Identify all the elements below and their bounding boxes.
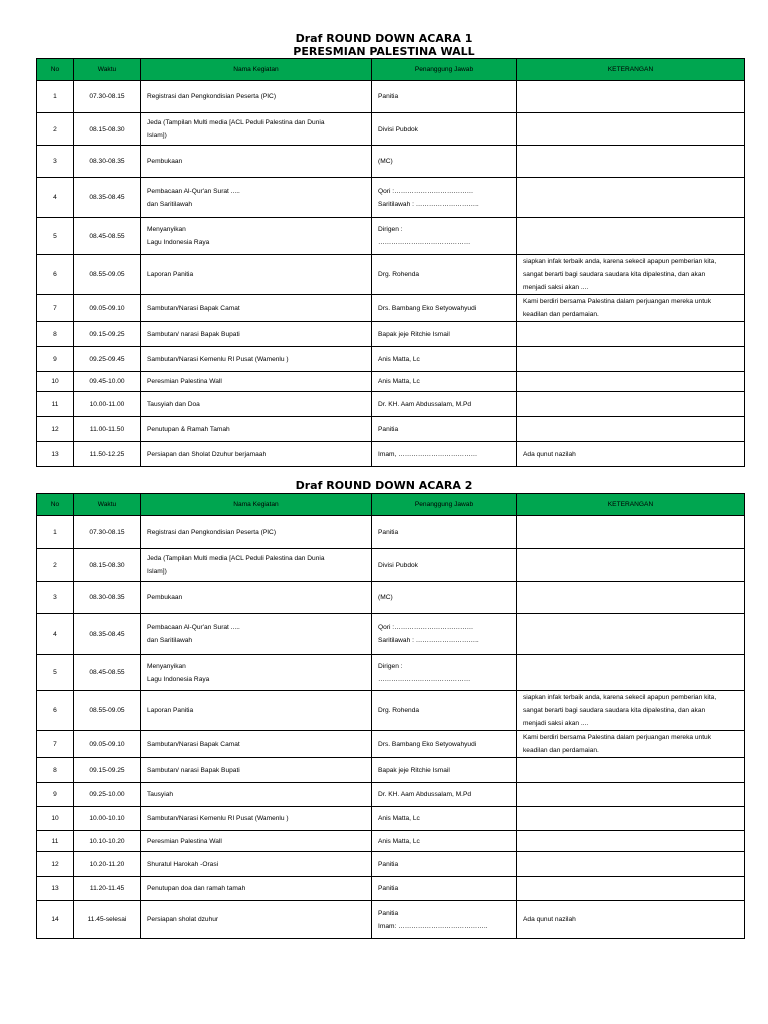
row-person-in-charge — [372, 295, 517, 322]
row-number: 3 — [37, 582, 74, 614]
row-person-in-charge — [372, 614, 517, 655]
row-time: 08.45-08.55 — [74, 218, 141, 255]
row-person-in-charge-line: Drg. Rohenda — [378, 271, 420, 278]
row-note — [517, 113, 745, 146]
header-waktu: Waktu — [74, 59, 141, 81]
table-row — [37, 758, 745, 783]
row-number: 4 — [37, 178, 74, 218]
row-number: 10 — [37, 807, 74, 831]
table-row — [37, 218, 745, 255]
row-person-in-charge — [372, 831, 517, 852]
table-row — [37, 417, 745, 442]
row-activity — [141, 549, 372, 582]
row-note — [517, 614, 745, 655]
row-number: 5 — [37, 655, 74, 691]
row-person-in-charge — [372, 417, 517, 442]
row-note-line: Kami berdiri bersama Palestina dalam perjuangan mereka untuk — [523, 734, 712, 741]
row-time: 09.25-10.00 — [74, 783, 141, 807]
row-activity-line: Penutupan doa dan ramah tamah — [147, 885, 246, 892]
row-person-in-charge-line: (MC) — [378, 158, 393, 165]
row-time: 11.00-11.50 — [74, 417, 141, 442]
table-row — [37, 852, 745, 877]
row-activity — [141, 442, 372, 467]
header-no: No — [37, 59, 74, 81]
row-number: 11 — [37, 392, 74, 417]
row-activity — [141, 877, 372, 901]
row-activity — [141, 146, 372, 178]
row-note — [517, 691, 745, 731]
row-person-in-charge-line: Dr. KH. Aam Abdussalam, M.Pd — [378, 791, 472, 798]
row-activity-line: Sambutan/Narasi Kemenlu RI Pusat (Wamenlu ) — [147, 355, 289, 363]
row-activity-line: Menyanyikan — [147, 226, 186, 233]
row-activity-line: Jeda (Tampilan Multi media [ACL Peduli Palestina dan Dunia — [147, 555, 325, 562]
table-row — [37, 807, 745, 831]
row-person-in-charge — [372, 582, 517, 614]
row-activity — [141, 218, 372, 255]
row-person-in-charge-line: Imam, ……………………………… — [378, 450, 478, 458]
row-number: 10 — [37, 372, 74, 392]
row-activity — [141, 582, 372, 614]
row-time: 07.30-08.15 — [74, 516, 141, 549]
row-activity-line: Sambutan/ narasi Bapak Bupati — [147, 330, 240, 338]
row-activity-line: Lagu Indonesia Raya — [147, 239, 210, 246]
row-time: 08.55-09.05 — [74, 691, 141, 731]
row-number: 6 — [37, 255, 74, 295]
row-activity — [141, 831, 372, 852]
row-note — [517, 731, 745, 758]
row-note-line: menjadi saksi akan .... — [523, 720, 589, 727]
row-time: 09.15-09.25 — [74, 322, 141, 347]
row-note — [517, 322, 745, 347]
table-row — [37, 178, 745, 218]
row-time: 08.15-08.30 — [74, 549, 141, 582]
row-note — [517, 372, 745, 392]
row-activity-line: Pembacaan Al-Qur'an Surat ..... — [147, 624, 240, 631]
row-number: 12 — [37, 852, 74, 877]
row-person-in-charge-line: Panitia — [378, 885, 399, 892]
row-activity — [141, 516, 372, 549]
row-note — [517, 81, 745, 113]
table-row — [37, 582, 745, 614]
row-person-in-charge-line: …………………………………… — [378, 675, 471, 683]
row-person-in-charge-line: Bapak jeje Ritchie Ismail — [378, 766, 450, 774]
row-activity — [141, 852, 372, 877]
row-note — [517, 218, 745, 255]
row-time: 09.05-09.10 — [74, 295, 141, 322]
row-activity-line: Registrasi dan Pengkondisian Peserta (PIC) — [147, 528, 277, 536]
row-activity — [141, 255, 372, 295]
row-number: 13 — [37, 877, 74, 901]
row-person-in-charge-line: Panitia — [378, 93, 399, 100]
row-activity-line: Penutupan & Ramah Tamah — [147, 425, 230, 433]
table-row — [37, 691, 745, 731]
row-person-in-charge-line: Divisi Pubdok — [378, 561, 418, 569]
row-note — [517, 877, 745, 901]
row-activity-line: dan Saritilawah — [147, 200, 193, 208]
row-activity-line: Pembukaan — [147, 158, 183, 165]
row-person-in-charge-line: Anis Matta, Lc — [378, 378, 420, 385]
row-number: 11 — [37, 831, 74, 852]
row-time: 10.20-11.20 — [74, 852, 141, 877]
row-activity — [141, 783, 372, 807]
rundown-table-1 — [36, 58, 745, 467]
table-row — [37, 392, 745, 417]
header-keterangan: KETERANGAN — [517, 494, 745, 516]
row-person-in-charge-line: (MC) — [378, 594, 393, 601]
row-activity — [141, 807, 372, 831]
row-number: 9 — [37, 783, 74, 807]
row-person-in-charge-line: Anis Matta, Lc — [378, 815, 420, 822]
row-activity-line: Peresmian Palestina Wall — [147, 378, 222, 385]
row-person-in-charge-line: Panitia — [378, 528, 399, 536]
row-activity-line: Pembukaan — [147, 594, 183, 601]
row-activity-line: Sambutan/Narasi Bapak Camat — [147, 740, 240, 748]
row-note — [517, 347, 745, 372]
row-person-in-charge — [372, 807, 517, 831]
table-row — [37, 731, 745, 758]
row-time: 08.45-08.55 — [74, 655, 141, 691]
row-person-in-charge — [372, 783, 517, 807]
row-activity-line: Sambutan/Narasi Bapak Camat — [147, 304, 240, 312]
row-activity — [141, 81, 372, 113]
row-activity-line: Persiapan dan Sholat Dzuhur berjamaah — [147, 450, 267, 458]
row-person-in-charge — [372, 146, 517, 178]
row-number: 1 — [37, 516, 74, 549]
row-number: 4 — [37, 614, 74, 655]
table-row — [37, 783, 745, 807]
row-note-line: keadilan dan perdamaian. — [523, 311, 599, 318]
row-time: 11.50-12.25 — [74, 442, 141, 467]
header-waktu: Waktu — [74, 494, 141, 516]
row-person-in-charge — [372, 442, 517, 467]
row-activity-line: Menyanyikan — [147, 662, 186, 670]
row-person-in-charge-line: Anis Matta, Lc — [378, 837, 420, 845]
row-time: 09.15-09.25 — [74, 758, 141, 783]
table-row — [37, 442, 745, 467]
row-person-in-charge-line: …………………………………… — [378, 239, 471, 246]
row-activity-line: Islam]) — [147, 568, 167, 575]
table-row — [37, 877, 745, 901]
row-person-in-charge-line: Drs. Bambang Eko Setyowahyudi — [378, 304, 477, 312]
table-row — [37, 655, 745, 691]
header-penanggung-jawab: Penanggung Jawab — [372, 494, 517, 516]
table1-title-line2: PERESMIAN PALESTINA WALL — [293, 45, 475, 58]
row-person-in-charge — [372, 731, 517, 758]
table-row — [37, 113, 745, 146]
row-person-in-charge — [372, 655, 517, 691]
row-number: 8 — [37, 322, 74, 347]
table-row — [37, 322, 745, 347]
row-person-in-charge — [372, 758, 517, 783]
row-person-in-charge-line: Drg. Rohenda — [378, 707, 420, 714]
row-note — [517, 758, 745, 783]
row-person-in-charge — [372, 852, 517, 877]
row-activity-line: Laporan Panitia — [147, 271, 194, 278]
row-note-line: menjadi saksi akan .... — [523, 284, 589, 291]
row-note — [517, 831, 745, 852]
row-person-in-charge-line: Panitia — [378, 860, 399, 868]
header-nama-kegiatan: Nama Kegiatan — [141, 494, 372, 516]
row-number: 13 — [37, 442, 74, 467]
row-note — [517, 655, 745, 691]
row-person-in-charge — [372, 901, 517, 939]
table-row — [37, 347, 745, 372]
row-time: 10.10-10.20 — [74, 831, 141, 852]
row-person-in-charge — [372, 255, 517, 295]
row-time: 08.35-08.45 — [74, 178, 141, 218]
row-person-in-charge-line: Qori :……………………………… — [378, 187, 474, 195]
row-number: 2 — [37, 549, 74, 582]
row-time: 08.15-08.30 — [74, 113, 141, 146]
row-activity — [141, 417, 372, 442]
row-activity-line: Registrasi dan Pengkondisian Peserta (PIC) — [147, 93, 277, 100]
row-activity-line: Tausyiah dan Doa — [147, 400, 200, 408]
row-activity — [141, 178, 372, 218]
row-time: 10.00-11.00 — [74, 392, 141, 417]
row-note-line: Ada qunut nazilah — [523, 916, 576, 923]
row-person-in-charge-line: Bapak jeje Ritchie Ismail — [378, 330, 450, 338]
row-activity-line: Peresmian Palestina Wall — [147, 837, 222, 845]
row-time: 08.35-08.45 — [74, 614, 141, 655]
row-person-in-charge-line: Qori :……………………………… — [378, 624, 474, 631]
table-row — [37, 255, 745, 295]
row-number: 7 — [37, 731, 74, 758]
row-activity-line: dan Saritilawah — [147, 637, 193, 644]
table-row — [37, 549, 745, 582]
row-activity — [141, 614, 372, 655]
row-person-in-charge-line: Dirigen : — [378, 226, 403, 233]
row-number: 3 — [37, 146, 74, 178]
row-person-in-charge-line: Drs. Bambang Eko Setyowahyudi — [378, 740, 477, 748]
row-time: 07.30-08.15 — [74, 81, 141, 113]
row-number: 1 — [37, 81, 74, 113]
row-note — [517, 295, 745, 322]
table-row — [37, 295, 745, 322]
row-number: 9 — [37, 347, 74, 372]
row-activity — [141, 731, 372, 758]
row-person-in-charge — [372, 347, 517, 372]
row-time: 09.05-09.10 — [74, 731, 141, 758]
row-note-line: siapkan infak terbaik anda, karena sekecil apapun pemberian kita, — [523, 258, 717, 265]
row-person-in-charge — [372, 877, 517, 901]
header-nama-kegiatan: Nama Kegiatan — [141, 59, 372, 81]
row-note-line: siapkan infak terbaik anda, karena sekecil apapun pemberian kita, — [523, 694, 717, 701]
row-person-in-charge-line: Anis Matta, Lc — [378, 355, 420, 363]
row-person-in-charge-line: Dr. KH. Aam Abdussalam, M.Pd — [378, 400, 472, 408]
row-person-in-charge — [372, 113, 517, 146]
row-note-line: keadilan dan perdamaian. — [523, 747, 599, 754]
row-person-in-charge-line: Panitia — [378, 425, 399, 433]
row-note — [517, 852, 745, 877]
row-activity — [141, 347, 372, 372]
row-person-in-charge — [372, 691, 517, 731]
row-time: 08.55-09.05 — [74, 255, 141, 295]
row-activity — [141, 295, 372, 322]
header-keterangan: KETERANGAN — [517, 59, 745, 81]
row-time: 09.45-10.00 — [74, 372, 141, 392]
row-activity-line: Laporan Panitia — [147, 707, 194, 714]
row-activity-line: Shuratul Harokah -Orasi — [147, 860, 219, 868]
table2-title: Draf ROUND DOWN ACARA 2 — [295, 479, 473, 492]
row-activity — [141, 901, 372, 939]
row-number: 14 — [37, 901, 74, 939]
table-row — [37, 516, 745, 549]
row-person-in-charge-line: Panitia — [378, 909, 399, 917]
row-person-in-charge — [372, 516, 517, 549]
table-row — [37, 901, 745, 939]
row-note — [517, 442, 745, 467]
row-note-line: Ada qunut nazilah — [523, 450, 576, 458]
row-note-line: sangat berarti bagi saudara saudara kita dipalestina, dan akan — [523, 707, 706, 714]
row-note — [517, 783, 745, 807]
row-time: 11.20-11.45 — [74, 877, 141, 901]
row-activity — [141, 322, 372, 347]
row-note — [517, 516, 745, 549]
row-person-in-charge-line: Saritilawah : ……………………….. — [378, 200, 479, 208]
row-activity — [141, 691, 372, 731]
table-row — [37, 81, 745, 113]
row-time: 08.30-08.35 — [74, 582, 141, 614]
row-activity — [141, 392, 372, 417]
row-time: 10.00-10.10 — [74, 807, 141, 831]
row-note — [517, 901, 745, 939]
row-activity-line: Jeda (Tampilan Multi media [ACL Peduli Palestina dan Dunia — [147, 119, 325, 126]
row-number: 5 — [37, 218, 74, 255]
row-person-in-charge-line: Dirigen : — [378, 662, 403, 670]
row-number: 6 — [37, 691, 74, 731]
row-time: 11.45-selesai — [74, 901, 141, 939]
row-activity-line: Tausyiah — [147, 791, 174, 798]
row-person-in-charge — [372, 178, 517, 218]
row-activity — [141, 113, 372, 146]
rundown-table-2 — [36, 493, 745, 939]
row-number: 2 — [37, 113, 74, 146]
row-note — [517, 392, 745, 417]
row-activity-line: Persiapan sholat dzuhur — [147, 916, 219, 923]
row-activity — [141, 655, 372, 691]
row-note — [517, 417, 745, 442]
row-activity-line: Sambutan/ narasi Bapak Bupati — [147, 766, 240, 774]
row-person-in-charge — [372, 372, 517, 392]
table1-title-line1: Draf ROUND DOWN ACARA 1 — [295, 32, 473, 45]
row-person-in-charge-line: Divisi Pubdok — [378, 125, 418, 133]
row-note — [517, 146, 745, 178]
row-number: 8 — [37, 758, 74, 783]
row-activity-line: Pembacaan Al-Qur'an Surat ..... — [147, 187, 240, 195]
table-row — [37, 831, 745, 852]
row-activity-line: Islam]) — [147, 132, 167, 139]
row-person-in-charge — [372, 549, 517, 582]
row-note-line: Kami berdiri bersama Palestina dalam perjuangan mereka untuk — [523, 298, 712, 305]
row-activity-line: Lagu Indonesia Raya — [147, 675, 210, 683]
row-person-in-charge-line: Saritilawah : ……………………….. — [378, 637, 479, 644]
row-note — [517, 255, 745, 295]
table-row — [37, 372, 745, 392]
row-activity — [141, 758, 372, 783]
row-note — [517, 807, 745, 831]
row-activity-line: Sambutan/Narasi Kemenlu RI Pusat (Wamenlu ) — [147, 815, 289, 822]
row-note-line: sangat berarti bagi saudara saudara kita dipalestina, dan akan — [523, 271, 706, 278]
row-note — [517, 178, 745, 218]
table-row — [37, 614, 745, 655]
header-penanggung-jawab: Penanggung Jawab — [372, 59, 517, 81]
row-note — [517, 582, 745, 614]
row-note — [517, 549, 745, 582]
row-time: 09.25-09.45 — [74, 347, 141, 372]
table-row — [37, 146, 745, 178]
row-person-in-charge — [372, 81, 517, 113]
row-number: 7 — [37, 295, 74, 322]
row-number: 12 — [37, 417, 74, 442]
row-activity — [141, 372, 372, 392]
row-person-in-charge — [372, 322, 517, 347]
row-person-in-charge — [372, 392, 517, 417]
header-no: No — [37, 494, 74, 516]
row-time: 08.30-08.35 — [74, 146, 141, 178]
row-person-in-charge-line: Imam: ………………………………….. — [378, 922, 488, 930]
row-person-in-charge — [372, 218, 517, 255]
